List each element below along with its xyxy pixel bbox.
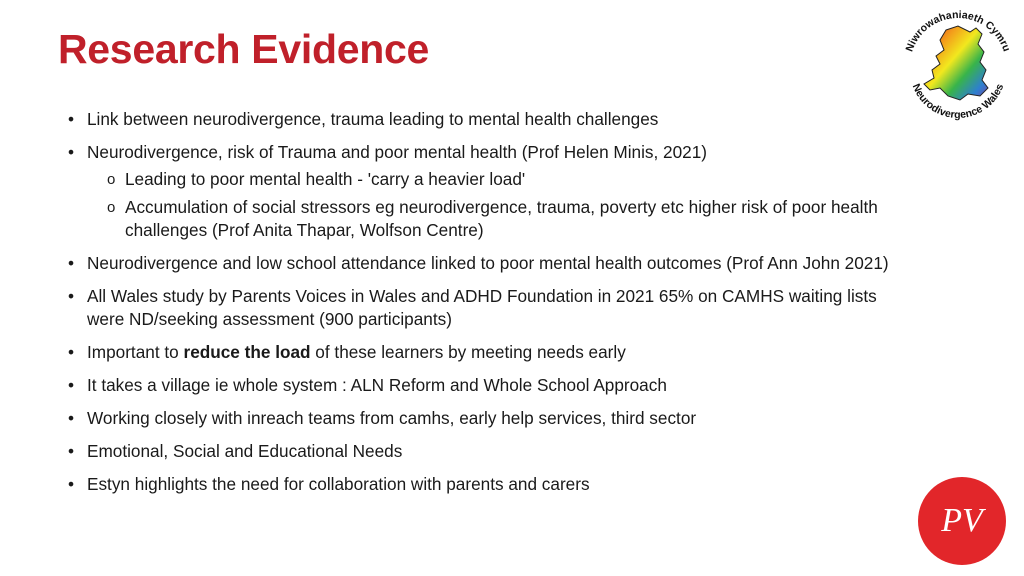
list-item-text: Important to [87, 342, 184, 362]
pv-logo [917, 476, 1007, 566]
list-item: • Emotional, Social and Educational Needs [68, 440, 898, 463]
list-item: • All Wales study by Parents Voices in Wales and ADHD Foundation in 2021 65% on CAMHS waiting lists were ND/seeking assessment (900 participants) [68, 285, 898, 331]
list-item-text: Neurodivergence, risk of Trauma and poor mental health (Prof Helen Minis, 2021) [87, 142, 708, 162]
logo-top-text: Niwrowahaniaeth Cymru [903, 8, 1013, 54]
list-item: • It takes a village ie whole system : ALN Reform and Whole School Approach [68, 374, 898, 397]
page-title: Research Evidence [58, 26, 429, 72]
list-item: • Neurodivergence and low school attendance linked to poor mental health outcomes (Prof Ann John 2021) [68, 252, 898, 275]
list-item [68, 341, 898, 364]
bullet-list [68, 108, 898, 506]
sub-list [87, 168, 898, 242]
list-item: • Link between neurodivergence, trauma leading to mental health challenges [68, 108, 898, 131]
list-item-text: of these learners by meeting needs early [310, 342, 626, 362]
neurodivergence-wales-logo [896, 4, 1020, 128]
pv-logo-text: PV [941, 502, 983, 539]
wales-map-icon [924, 26, 988, 100]
emphasis-text: reduce the load [183, 342, 311, 362]
logo-bottom-text: Neurodivergence Wales [909, 82, 1007, 122]
list-item [68, 141, 898, 242]
list-item: • Working closely with inreach teams from camhs, early help services, third sector [68, 407, 898, 430]
sub-list-item: o Accumulation of social stressors eg neurodivergence, trauma, poverty etc higher risk of poor health challenges (Prof Anita Thapar, Wolfson Centre) [87, 196, 898, 242]
list-item: • Estyn highlights the need for collaboration with parents and carers [68, 473, 898, 496]
sub-list-item: o Leading to poor mental health - 'carry a heavier load' [87, 168, 898, 191]
